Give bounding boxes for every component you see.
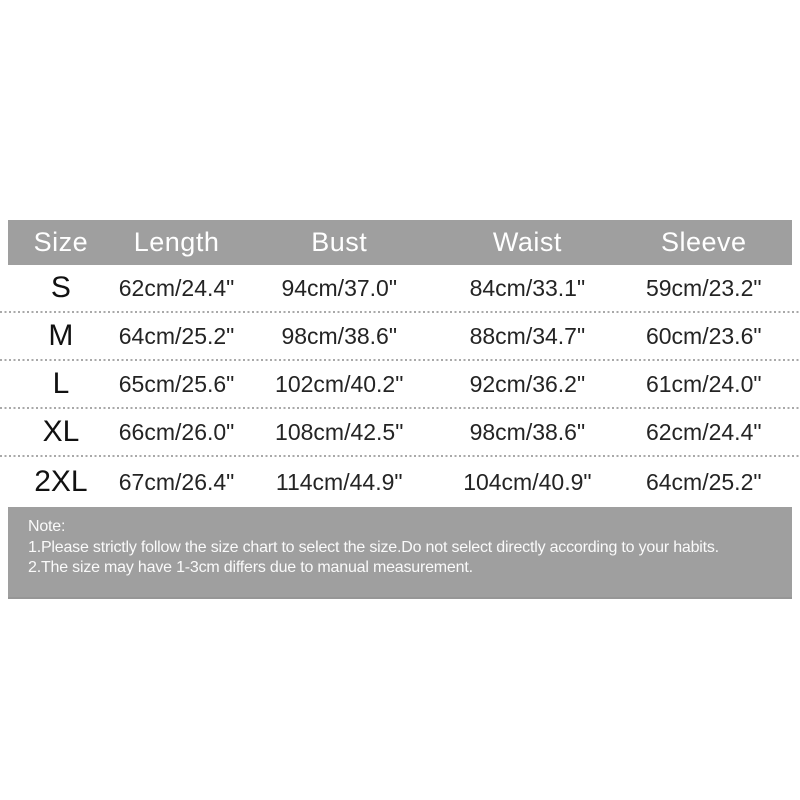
note-line-2: 2.The size may have 1-3cm differs due to manual measurement. (28, 559, 473, 576)
size-value: S (50, 271, 71, 304)
waist-value: 92cm/36.2" (469, 370, 586, 397)
table-row-m (8, 313, 792, 359)
sleeve-value: 62cm/24.4" (645, 418, 762, 445)
column-header-size: Size (33, 227, 89, 257)
bust-value: 114cm/44.9" (275, 468, 403, 495)
sleeve-value: 59cm/23.2" (645, 274, 762, 301)
size-value: XL (42, 415, 80, 448)
size-value: L (52, 367, 70, 400)
note-title: Note: (28, 518, 66, 535)
waist-value: 88cm/34.7" (469, 322, 586, 349)
waist-value: 104cm/40.9" (463, 468, 592, 495)
length-value: 64cm/25.2" (118, 322, 235, 349)
column-header-waist: Waist (492, 227, 562, 257)
size-value: 2XL (34, 465, 88, 498)
sleeve-value: 61cm/24.0" (645, 370, 762, 397)
size-chart-table (0, 220, 800, 599)
size-value: M (48, 319, 74, 352)
bust-value: 102cm/40.2" (275, 370, 404, 397)
column-header-bust: Bust (311, 227, 368, 257)
table-row-2xl (8, 457, 792, 507)
column-header-length: Length (133, 227, 220, 257)
note-line-1: 1.Please strictly follow the size chart to select the size.Do not select directly according to your habits. (28, 538, 719, 556)
length-value: 66cm/26.0" (118, 418, 235, 445)
table-row-xl (8, 409, 792, 455)
column-header-sleeve: Sleeve (660, 227, 747, 257)
waist-value: 84cm/33.1" (469, 274, 586, 301)
bust-value: 108cm/42.5" (275, 418, 404, 445)
table-row-l (8, 361, 792, 407)
sleeve-value: 64cm/25.2" (645, 468, 762, 495)
bust-value: 94cm/37.0" (281, 274, 397, 301)
table-header-row (8, 220, 792, 265)
waist-value: 98cm/38.6" (469, 418, 586, 445)
bust-value: 98cm/38.6" (281, 322, 397, 349)
table-row-s (8, 265, 792, 311)
length-value: 62cm/24.4" (118, 274, 235, 301)
sleeve-value: 60cm/23.6" (645, 322, 762, 349)
length-value: 65cm/25.6" (118, 370, 235, 397)
note-block (8, 507, 792, 599)
length-value: 67cm/26.4" (118, 468, 235, 495)
